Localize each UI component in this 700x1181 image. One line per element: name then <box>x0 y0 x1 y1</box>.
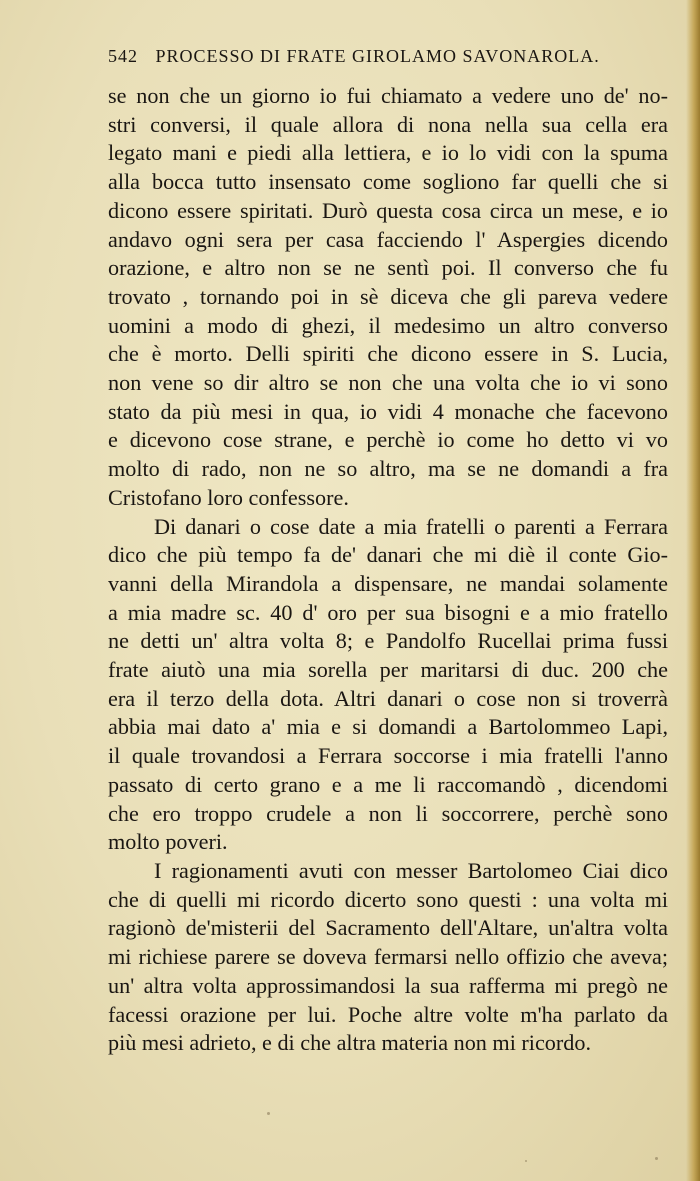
page-number: 542 <box>108 46 138 66</box>
text-line: era il terzo della dota. Altri danari o cose non si troverrà <box>108 685 668 711</box>
text-line: andavo ogni sera per casa facciendo l' Aspergies dicendo <box>108 226 668 252</box>
text-line: molto poveri. <box>108 829 228 855</box>
text-line: stato da più mesi in qua, io vidi 4 monache che facevono <box>108 398 668 424</box>
text-line: un' altra volta approssimandosi la sua rafferma mi pregò ne <box>108 972 668 998</box>
text-line: se non che un giorno io fui chiamato a vedere uno de' no- <box>108 83 668 108</box>
text-line: che ero troppo crudele a non li soccorrere, perchè sono <box>108 800 668 826</box>
text-line: trovato , tornando poi in sè diceva che gli pareva vedere <box>108 283 668 309</box>
text-line: che è morto. Delli spiriti che dicono essere in S. Lucia, <box>108 341 668 367</box>
page-edge <box>686 0 700 1181</box>
text-line: abbia mai dato a' mia e si domandi a Bartolommeo Lapi, <box>108 714 668 740</box>
text-line: facessi orazione per lui. Poche altre volte m'ha parlato da <box>108 1001 668 1027</box>
text-line: legato mani e piedi alla lettiera, e io lo vidi con la spuma <box>108 140 668 166</box>
text-line: ne detti un' altra volta 8; e Pandolfo Rucellai prima fussi <box>108 628 668 654</box>
text-line: Di danari o cose date a mia fratelli o parenti a Ferrara <box>154 513 668 539</box>
text-line: vanni della Mirandola a dispensare, ne mandai solamente <box>108 570 668 596</box>
text-line: mi richiese parere se doveva fermarsi nello offizio che aveva; <box>108 944 668 970</box>
text-line: dico che più tempo fa de' danari che mi diè il conte Gio- <box>108 542 668 568</box>
paper-speck <box>525 1160 527 1162</box>
text-line: e dicevono cose strane, e perchè io come ho detto vi vo <box>108 427 668 453</box>
text-line: dicono essere spiritati. Durò questa cosa circa un mese, e io <box>108 197 668 223</box>
running-title: PROCESSO DI FRATE GIROLAMO SAVONAROLA. <box>155 46 600 66</box>
text-line: stri conversi, il quale allora di nona nella sua cella era <box>108 111 668 137</box>
text-line: alla bocca tutto insensato come sogliono far quelli che si <box>108 169 668 195</box>
text-line: che di quelli mi ricordo dicerto sono questi : una volta mi <box>108 886 668 912</box>
paper-speck <box>267 1112 270 1115</box>
running-header <box>108 46 668 67</box>
text-line: uomini a modo di ghezi, il medesimo un altro converso <box>108 312 668 338</box>
text-line: più mesi adrieto, e di che altra materia non mi ricordo. <box>108 1030 592 1056</box>
text-line: orazione, e altro non se ne sentì poi. Il converso che fu <box>108 255 668 281</box>
text-line: frate aiutò una mia sorella per maritarsi di duc. 200 che <box>108 657 668 683</box>
paper-speck <box>655 1157 658 1160</box>
paragraph <box>108 82 668 513</box>
text-line: I ragionamenti avuti con messer Bartolomeo Ciai dico <box>154 857 668 883</box>
text-line: ragionò de'misterii del Sacramento dell'Altare, un'altra volta <box>108 915 668 941</box>
text-line: a mia madre sc. 40 d' oro per sua bisogni e a mio fratello <box>108 599 668 625</box>
text-line: passato di certo grano e a me li raccomandò , dicendomi <box>108 771 668 797</box>
paragraph <box>108 857 668 1058</box>
text-line: molto di rado, non ne so altro, ma se ne domandi a fra <box>108 456 668 482</box>
text-line: non vene so dir altro se non che una volta che io vi sono <box>108 370 668 396</box>
paragraph <box>108 513 668 857</box>
text-line: il quale trovandosi a Ferrara soccorse i mia fratelli l'anno <box>108 743 668 769</box>
body-text <box>108 82 668 1058</box>
text-line: Cristofano loro confessore. <box>108 484 349 510</box>
